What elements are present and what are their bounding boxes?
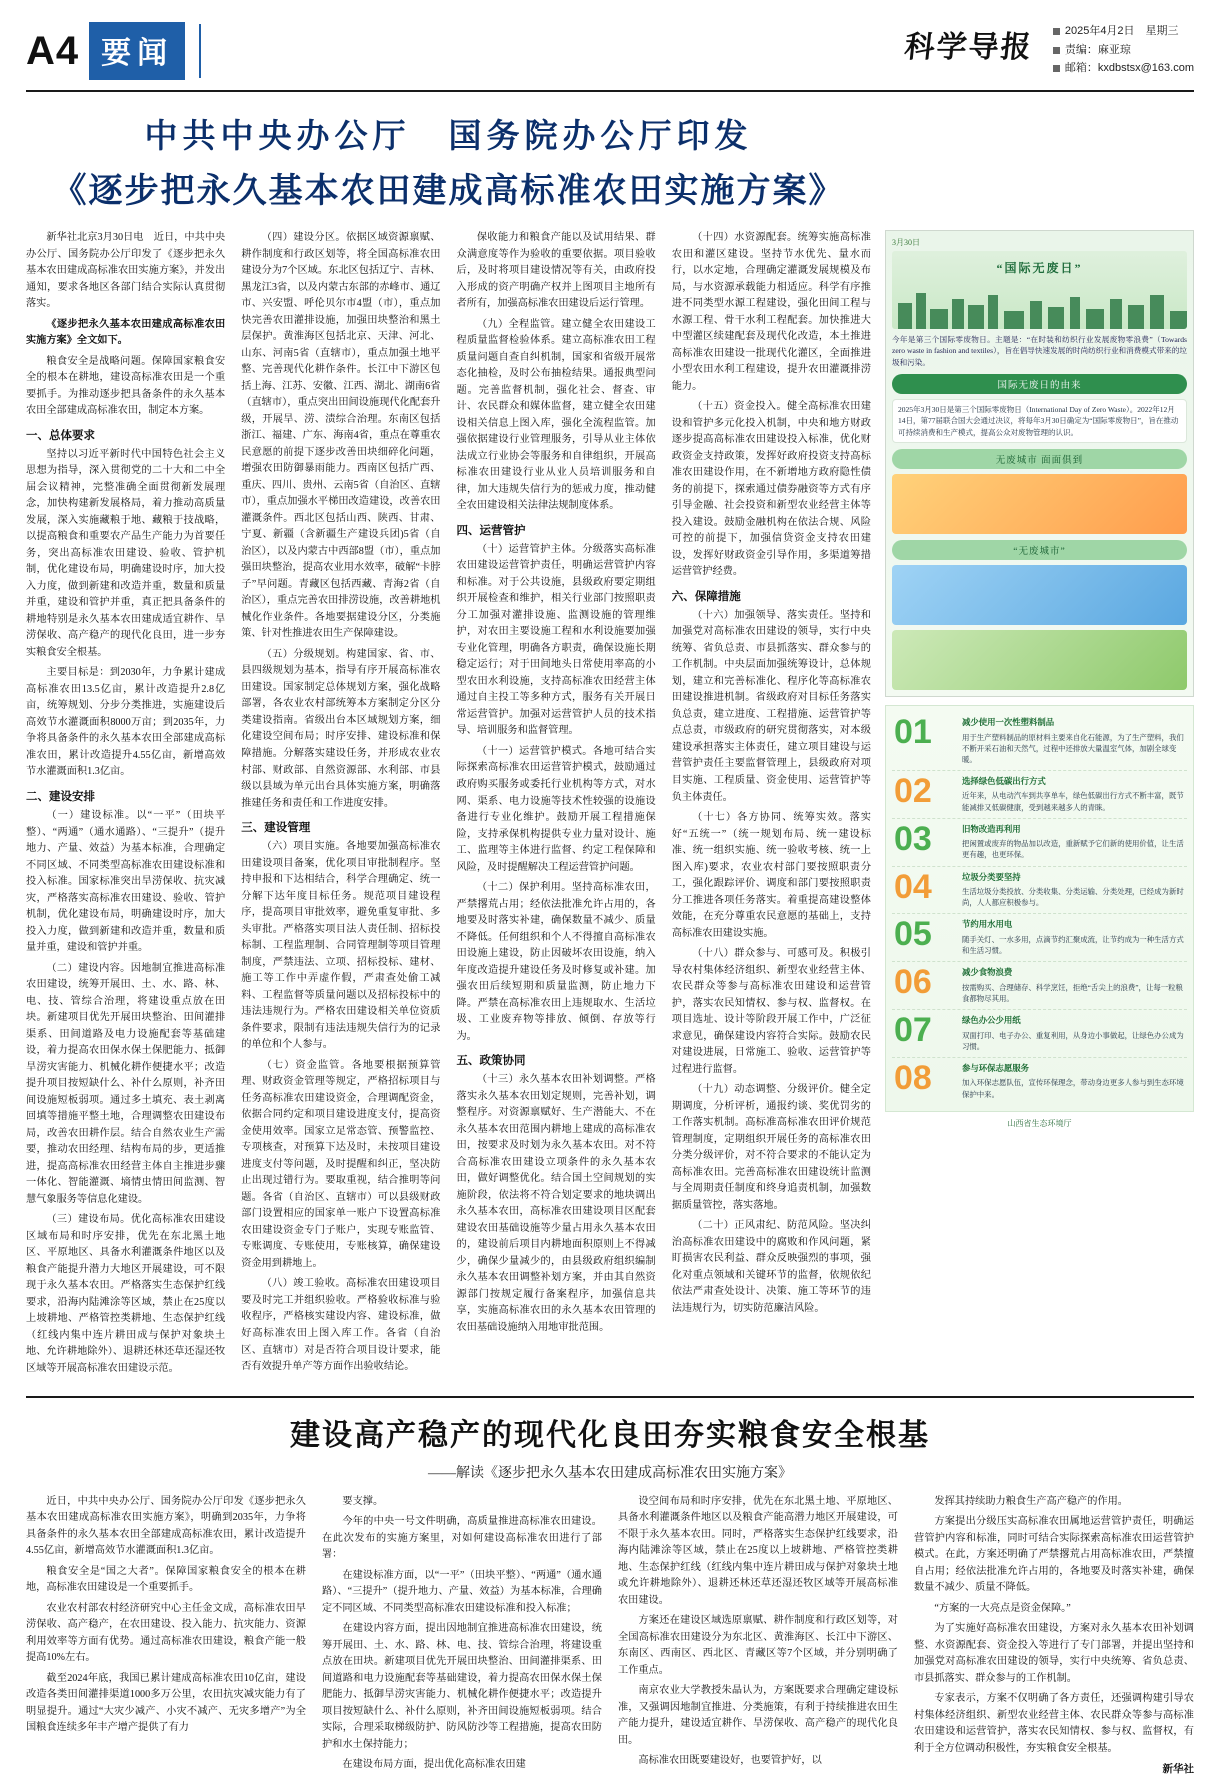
paragraph: （五）分级规划。构建国家、省、市、县四级规划为基本，指导有序开展高标准农田建设。国家制定总体规划方案，强化战略部署，各农业农村部统筹本方案制定分区分类建设指南。省级出台本区域规划方案，细化建设空间布局；时序安排、建设标准和保障措施。分解落实建设任务，并形成农业农村部、财政部、自然资源部、水利部、市县级以县域为单元出台具体实施方案，明确落推建任务和责任和工作进度安排。 — [241, 648, 441, 809]
paragraph: 发挥其持续助力粮食生产高产稳产的作用。 — [934, 1495, 1128, 1507]
section-heading: 四、运营管护 — [456, 524, 526, 537]
paragraph: 南京农业大学教授朱晶认为，方案既要求合理确定建设标准，又强调因地制宜推进、分类施策，有利于持续推进农田生产能力提升，建设适宜耕作、旱涝保收、高产稳产的现代化良田。 — [618, 1685, 898, 1746]
paragraph: “方案的一大亮点是资金保障。” — [934, 1602, 1071, 1614]
item-body: 加入环保志愿队伍，宣传环保理念，带动身边更多人参与到生态环境保护中来。 — [962, 1078, 1184, 1099]
item-number: 05 — [894, 915, 932, 954]
headline — [26, 92, 871, 218]
item-body: 按需购买、合理储存、科学烹饪，拒绝“舌尖上的浪费”，让每一粒粮食都物尽其用。 — [962, 982, 1183, 1003]
item-number: 06 — [894, 963, 932, 1002]
paragraph: 新华社北京3月30日电 近日，中共中央办公厅、国务院办公厅印发了《逐步把永久基本农田建成高标准农田实施方案》，并发出通知，要求各地区各部门结合实际认真贯彻落实。 — [26, 232, 226, 310]
list-item — [892, 1010, 1187, 1058]
section-heading: 一、总体要求 — [26, 429, 95, 442]
item-text — [962, 872, 1185, 909]
list-item — [892, 962, 1187, 1010]
paragraph: （九）全程监管。建立健全农田建设工程质量监督检验体系。建立高标准农田工程质量问题自查自纠机制，国家和省级开展常态化抽检，及时公布抽检结果。通报典型问题。完善监督机制，强化社会、督查、审计、农民群众和媒体监督，建立健全农田建设相关信息上图入库，强化全流程监管。加强依据建设行业管理服务，引导从业主体依法成立行业协会等服务和自律组织，开展高标准农田建设行业从业人员培训服务和自律，加大违规失信行为的惩戒力度，推动健全农田建设相关法律法规制度体系。 — [456, 318, 656, 512]
paragraph: （十四）水资源配套。统筹实施高标准农田和灌区建设。坚持节水优先、量水而行，以水定地，合理确定灌溉发展规模及布局，与水资源承载能力相适应。科学有序推进不同类型水源工程建设，强化田间工程与水源工程、骨干水利工程配套。加快推进大中型灌区续建配套及现代化改造，本土推进高标准农田建设一批现代化灌区，全面推进小型农田水利工程建设，提升农田灌溉排涝能力。 — [671, 232, 871, 392]
article-divider — [26, 1396, 1194, 1398]
masthead-meta — [1053, 22, 1194, 78]
poster-illustration-1 — [892, 474, 1187, 534]
item-text — [962, 919, 1185, 956]
list-item — [892, 771, 1187, 819]
paragraph: （十六）加强领导、落实责任。坚持和加强党对高标准农田建设的领导，实行中央统筹、省负总责、市县抓落实、群众参与的工作机制。中央层面加强统筹设计，总体规划，建立和完善标准化、程序化等高标准农田建设推进机制。省级政府对目标任务落实负总责，建立进度、工程措施、运营管护等点总责，市级政府的研究贯彻落实，对本级建设承担落实主体责任，建立项目建设与运营管护责任主要监督管理上，县级政府对项目实施、工程质量、资金使用、运营管护等负主体责任。 — [671, 609, 871, 803]
list-item — [892, 712, 1187, 771]
item-number: 01 — [894, 712, 932, 751]
section-heading: 三、建设管理 — [241, 822, 311, 835]
item-text — [962, 717, 1185, 765]
paragraph: （十八）群众参与、可感可及。积极引导农村集体经济组织、新型农业经营主体、农民群众等参与高标准农田建设和运营管护，落实农民知情权、参与权、监督权。在项目选址、设计等阶段开展工作中，广泛征求意见，确保建设内容符合实际。鼓励农民对建设进展，日常施工、验收、运营管护等过程进行监督。 — [671, 948, 871, 1075]
poster-illustration-2 — [892, 565, 1187, 625]
masthead-right — [902, 22, 1194, 78]
headline-line2: 《逐步把永久基本农田建成高标准农田实施方案》 — [52, 173, 845, 210]
item-text — [962, 967, 1185, 1004]
section-heading: 二、建设安排 — [26, 790, 95, 803]
article2-title: 建设高产稳产的现代化良田夯实粮食安全根基 — [290, 1418, 930, 1452]
list-item — [892, 1058, 1187, 1105]
paragraph: （十五）资金投入。健全高标准农田建设和管护多元化投入机制，中央和地方财政逐步提高高标准农田建设投入标准，优化财政资金支持政策，发挥好政府投资支持高标准农田建设作用，在不新增地方政府隐性债务的前提下，探索通过债券融资等方式有序引导金融、社会投资和新型农业经营主体等投入建设。鼓励金融机构在依法合规、风险可控的前提下，加强信贷资金支持农田建设，发挥好财政资金引导作用，多渠道筹措运营管护经费。 — [671, 401, 871, 578]
item-number: 07 — [894, 1011, 932, 1049]
column-1 — [26, 1494, 306, 1778]
paragraph: （一）建设标准。以“一平”（田块平整）、“两通”（通水通路）、“三提升”（提升地力、产量、效益）为基本标准，合理确定不同区域、不同类型高标准农田建设标准和投入标准。国家标准突出旱涝保收、抗灾减灾，严格落实高标准农田建设、验收、管护机制，优化建设布局，明确建设时序，加大投入力度，做到新建和改造并重，数量和质量并重，建设和管护并重。 — [26, 809, 226, 954]
item-body: 近年来，从电动汽车到共享单车，绿色低碳出行方式不断丰富，既节能减排又低碳健康，受到越来越多人的青睐。 — [962, 791, 1184, 812]
poster-band-origin: 国际无废日的由来 — [892, 374, 1187, 394]
column-4 — [914, 1494, 1194, 1778]
paragraph: （四）建设分区。依据区域资源禀赋、耕作制度和行政区划等，将全国高标准农田建设分为7个区域。东北区包括辽宁、吉林、黑龙江3省，以及内蒙古东部的赤峰市、通辽市、兴安盟、呼伦贝尔市4盟（市），重点加快完善农田灌排设施，加强田块整治和黑土层保护。黄淮海区包括北京、天津、河北、山东、河南5省（直辖市），重点加强土地平整、完善现代化耕作条件。长江中下游区包括上海、江苏、安徽、江西、湖北、湖南6省（直辖市），重点突出田间设施现代化配套升级，开展旱、涝、渍综合治理。东南区包括浙江、福建、广东、海南4省，重点在尊重农民意愿的前提下逐步改善田块细碎化问题，增强农田防御暴雨能力。西南区包括广西、重庆、四川、贵州、云南5省（自治区、直辖市），重点加强水平梯田改造建设，改善农田灌溉条件。西北区包括山西、陕西、甘肃、宁夏、新疆（含新疆生产建设兵团)5省（自治区），以及内蒙古中西部8盟（市），重点加强田块整治，提高农业用水效率，破解“卡脖子”早问题。青藏区包括西藏、青海2省（自治区），重点完善农田排涝设施，改善耕地机械化作业条件。各地要据建设分区，分类施策、针对性推进农田生产保障建设。 — [241, 232, 441, 640]
item-number: 03 — [894, 819, 932, 858]
paragraph: 坚持以习近平新时代中国特色社会主义思想为指导，深入贯彻党的二十大和二中全届会议精神，完整准确全面贯彻新发展理念，加快构建新发展格局，着力推动高质量发展，深入实施藏粮于地、藏粮于技战略，以提高粮食和重要农产品生产能力为首要任务，突出高标准农田建设、验收、管护机制，优化建设布局，明确建设时序，加大投入力度，做到新建和改造并重，数量和质量并重，建设和管护并重，真正把具备条件的耕地特别是永久基本农田建成适宜耕作、旱涝保收、高产稳产的现代化良田，进一步夯实粮食安全根基。 — [26, 448, 226, 658]
section-heading: 五、政策协同 — [456, 1055, 526, 1068]
paragraph: （十）运营管护主体。分级落实高标准农田建设运营管护责任，明确运营管护内容和标准。对于公共设施，县级政府要定期组织开展检查和维护，相关行业部门按照职责分工加强对灌排设施、监测设施的管理维护，对农田主要设施工程和水利设施要加强专业化管理，明确各方职责，确保设施长期稳定运行；对于田间地头日常使用率高的小型农田水利设施，支持高标准农田经营主体通过自主投工等多种方式，服务有关开展日常运营管护。加强对运营管护人员的技术指导、培训服务和监督管理。 — [456, 543, 656, 737]
poster-illustration-3 — [892, 630, 1187, 690]
column-4 — [672, 230, 871, 1382]
item-body: 把闲置或废弃的物品加以改造，重新赋予它们新的使用价值，让生活更有趣，也更环保。 — [962, 839, 1184, 860]
paragraph: 保收能力和粮食产能以及试用结果、群众满意度等作为验收的重要依据。项目验收后，及时将项目建设情况等有关，由政府投入形成的资产明确产权并上图项目主地所有者所有，加强高标准农田建设后运行管理。 — [456, 232, 656, 310]
column-3 — [457, 230, 656, 1382]
item-body: 用于生产塑料制品的原材料主要来自化石能源，为了生产塑料，我们不断开采石油和天然气，过程中还排放大量温室气体，加剧全球变暖。 — [962, 732, 1184, 764]
section-label: 要闻 — [89, 22, 185, 80]
editor: 责编：麻亚琼 — [1064, 43, 1131, 56]
item-title: 选择绿色低碳出行方式 — [962, 776, 1046, 786]
paragraph: 在建设标准方面，以“一平”（田块平整）、“两通”（通水通路）、“三提升”（提升地力、产量、效益）为基本标准，合理确定不同区域、不同类型高标准农田建设标准和投入标准； — [322, 1569, 602, 1614]
paragraph: （六）项目实施。各地要加强高标准农田建设项目备案，优化项目审批制程序。坚持申报和下达相结合，科学合理确定、统一分解下达年度目标任务。规范项目建设程序，提高项目审批效率，避免重复审批、多头审批。严格落实项目法人责任制、招标投标制、工程监理制、合同管理制等项目管理制度，严禁违法、立项、招标投标、建材、施工等工作中弄虚作假，严肃查处偷工减料、工程监督等质量问题以及招标投标中的违法违规行为。严格农田建设相关单位资质条件要求，限制有违法违规失信行为的记录的单位和个人参与。 — [241, 841, 441, 1051]
item-text — [962, 1015, 1185, 1052]
infographic-number-list — [885, 705, 1194, 1112]
article2-signature: 新华社 — [1162, 1764, 1194, 1776]
headline-line1: 中共中央办公厅 国务院办公厅印发 — [144, 119, 753, 155]
section-heading: 六、保障措施 — [671, 590, 741, 603]
body-area — [26, 230, 1194, 1382]
column-2 — [322, 1494, 602, 1778]
item-title: 绿色办公少用纸 — [962, 1016, 1021, 1025]
item-title: 垃圾分类要坚持 — [962, 872, 1021, 882]
paragraph: 要支撑。 — [342, 1495, 384, 1507]
paragraph: 粮食安全是战略问题。保障国家粮食安全的根本在耕地，建设高标准农田是一个重要抓手。为推动逐步把具备条件的永久基本农田全部建成高标准农田，制定本方案。 — [26, 355, 226, 417]
column-1 — [26, 230, 225, 1382]
paragraph: 主要目标是：到2030年，力争累计建成高标准农田13.5亿亩，累计改造提升2.8亿亩，统筹规划、分步分类推进，实施建设后高效节水灌溉面积8000万亩；到2035年，力争将具备条件的永久基本农田全部建成高标准农田，累计改造提升4.55亿亩，新增高效节水灌溉面积1.3亿亩。 — [26, 667, 226, 778]
item-title: 节约用水用电 — [962, 920, 1013, 930]
paragraph: 截至2024年底，我国已累计建成高标准农田10亿亩，建设改造各类田间灌排渠道1000多万公里，农田抗灾减灾能力有了明显提升。通过“大灾少减产、小灾不减产、无灾多增产”为全国粮食连续多年丰产增产提供了有力 — [26, 1672, 306, 1734]
paragraph: 专家表示，方案不仅明确了各方责任，还强调构建引导农村集体经济组织、新型农业经营主体、农民群众等参与高标准农田建设和运营管护，落实农民知情权、参与权、监督权，有利于全方位调动积极性，夯实粮食安全根基。 — [914, 1693, 1194, 1754]
list-item — [892, 867, 1187, 915]
paragraph: （十二）保护利用。坚持高标准农田，严禁撂荒占用；经依法批准允许占用的，各地要及时落实补建，确保数量不减少、质量不降低。任何组织和个人不得擅自高标准农田设施上建设，防止因破坏农田设施，纳入年度改造提升建设任务及时修复或补建。加强农田后续短期和质量监测，防止地力下降。严禁在高标准农田上违规取水、生活垃圾、工业废弃物等排放、倾倒、存放等行为。 — [456, 882, 656, 1042]
item-body: 双面打印、电子办公、重复利用，从身边小事做起，让绿色办公成为习惯。 — [962, 1030, 1184, 1051]
item-text — [962, 1063, 1185, 1100]
paragraph: 粮食安全是“国之大者”。保障国家粮食安全的根本在耕地，高标准农田建设是一个重要抓手。 — [26, 1565, 306, 1594]
bullet-icon — [1053, 28, 1060, 35]
infographic-poster — [885, 230, 1194, 697]
paragraph: （八）竣工验收。高标准农田建设项目要及时完工并组织验收。严格验收标准与验收程序，严格核实建设内容、建设标准，做好高标准农田上图入库工作。各省（自治区、直辖市）对是否符合项目设计要求，能否有效提升单产等方面作出验收结论。 — [241, 1278, 441, 1373]
poster-lead: 今年是第三个国际零废物日。主题是：“在时装和纺织行业发展废物零浪费”（Towards zero waste in fashion and textiles），旨在倡导快速发展的时尚纺织行业和消费模式带来的垃圾和污染。 — [892, 335, 1187, 367]
masthead — [26, 22, 1194, 92]
infographic-rail — [885, 230, 1194, 1382]
infographic-footer: 山西省生态环境厅 — [1007, 1118, 1072, 1128]
poster-date: 3月30日 — [892, 238, 920, 247]
item-text — [962, 776, 1185, 813]
issue-date: 2025年4月2日 星期三 — [1064, 25, 1179, 37]
article2-subtitle: ——解读《逐步把永久基本农田建成高标准农田实施方案》 — [428, 1465, 792, 1481]
poster-band-wuci: “无废城市” — [892, 540, 1187, 560]
list-item — [892, 914, 1187, 962]
paragraph: 方案还在建设区域选原禀赋、耕作制度和行政区划等，对全国高标准农田建设分为东北区、黄淮海区、长江中下游区、东南区、西南区、西北区、青藏区等7个区域，并分别明确了工作重点。 — [618, 1615, 898, 1676]
paragraph: （二）建设内容。因地制宜推进高标准农田建设，统筹开展田、土、水、路、林、电、技、管综合治理，将建设重点放在田块。新建项目优先开展田块整治、田间灌排渠系、田间道路及电力设施配套等基础建设，着力提高农田保水保土保肥能力、抵御旱涝灾害能力、机械化耕作便捷水平；改造提升项目按短缺什么、补什么原则，补齐田间设施短板弱项。通过多土填充、表土剥离回填等措施平整土地，合理调整农田建设布局，改善农田耕作层。结合自然农业生产需要，推动农田经理、结构布局的步，更适推进，提高高标准农田经营主体自主推进步骤一体化、智能灌溉、墒情虫情田间监测、智慧气象服务等信息化建设。 — [26, 962, 226, 1205]
paragraph: 在建设内容方面，提出因地制宜推进高标准农田建设，统筹开展田、土、水、路、林、电、技、管综合治理，将建设重点放在田块。新建项目优先开展田块整治、田间灌排渠系、田间道路和电力设施配套等基础建设，着力提高农田保水保土保肥能力、抵御旱涝灾害能力、机械化耕作便捷水平；改造提升项目按短缺什么、补什么原则，补齐田间设施短板弱项。结合实际，合理采取梯级防护、防风防沙等工程措施，提高农田防护和水土保持能力； — [322, 1623, 602, 1750]
paragraph: 农业农村部农村经济研究中心主任金文成，高标准农田早涝保收、高产稳产，在农田建设、投入能力、抗灾能力、资源利用效率等方面有优势。通过高标准农田建设，粮食产能一般提高10%左右。 — [26, 1602, 306, 1664]
paragraph: 为了实施好高标准农田建设，方案对永久基本农田补划调整、水资源配套、资金投入等进行了专门部署，并提出坚持和加强党对高标准农田建设的领导，实行中央统筹、省负总责、市县抓落实、群众参与的工作机制。 — [914, 1623, 1194, 1684]
paragraph: （十九）动态调整、分级评价。健全定期调度，分析评析，通报约谈、奖优罚劣的工作落实机制。高标准高标准农田评价规范管理制度，定期组织开展任务的高标准农田分类分级评价，对不符合要求的不能认定为高标准农田。完善高标准农田建设统计监测与全周期责任制度和终身追责机制，加强数据质量管控，落实落地。 — [671, 1084, 871, 1211]
article-columns — [26, 230, 871, 1382]
column-3 — [618, 1494, 898, 1778]
email: 邮箱：kxdbstsx@163.com — [1064, 62, 1194, 75]
item-number: 08 — [894, 1058, 932, 1097]
paragraph: 高标准农田既要建设好，也要管护好，以 — [638, 1755, 822, 1767]
item-title: 减少食物浪费 — [962, 968, 1013, 978]
bullet-icon — [1053, 65, 1060, 72]
paragraph: （十一）运营管护模式。各地可结合实际探索高标准农田运营管护模式，鼓励通过政府购买服务或委托行业机构等方式，对水网、渠系、电力设施等技术性较强的设施设备进行专业化维护。鼓励开展工程措施保险，支持承保机构提供专业力量对设计、施工、监理等主体进行监督、约定工程保障和风险，及时提醒解决工程运营管护问题。 — [456, 745, 656, 873]
item-body: 生活垃圾分类投放、分类收集、分类运输、分类处理，已经成为新时尚，人人都应积极参与。 — [962, 887, 1184, 908]
paragraph: 设空间布局和时序安排，优先在东北黑土地、平原地区、具备水利灌溉条件地区以及粮食产能高潜力地区开展建设，可不限于永久基本农田。同时，严格落实生态保护红线要求，沿海内陆滩涂等区域，禁止在25度以上坡耕地、严格管控类耕地、生态保护红线（红线内集中连片耕田成与保护对象块土地或允许耕地除外）、退耕还林还草还湿还牧区域等开展高标准农田建设。 — [618, 1495, 898, 1606]
poster-title: “国际无废日” — [996, 261, 1083, 275]
paragraph: （七）资金监管。各地要根据预算管理、财政资金管理等规定，严格招标项目与任务高标准农田建设资金，合理调配资金，依据合同约定和项目建设进度支付，提高资金使用效率。国家立足常态管、预警监控、专项核查，对预算下达及时，未按项目建设进度支付等问题，及时提醒和纠正，坚决防止出现过错行为。要取重视，结合推明等问题。各省（自治区、直辖市）可以县级财政部门设置相应的国家单一账户下设置高标准农田建设资金专门子账户，实现专账监管、专账调度、专账使用，专账核算，确保建设资金用到耕地上。 — [241, 1059, 441, 1269]
masthead-rule — [199, 24, 201, 78]
paragraph: 今年的中央一号文件明确，高质量推进高标准农田建设。在此次发布的实施方案里，对如何建设高标准农田进行了部署： — [322, 1516, 602, 1561]
paragraph: 近日，中共中央办公厅、国务院办公厅印发《逐步把永久基本农田建成高标准农田实施方案》，明确到2035年，力争将具备条件的永久基本农田全部建成高标准农田，累计改造提升4.55亿亩，新增高效节水灌溉面积1.3亿亩。 — [26, 1495, 306, 1557]
poster-skyline — [892, 251, 1187, 329]
paper-title: 科学导报 — [902, 31, 1035, 64]
paragraph: 《逐步把永久基本农田建成高标准农田实施方案》全文如下。 — [26, 318, 226, 347]
bullet-icon — [1053, 47, 1060, 54]
paragraph: （十七）各方协同、统筹实效。落实好“五统一”（统一规划布局、统一建设标准、统一组织实施、统一验收考核、统一上图入库)要求，农业农村部门要按照职责分工，强化跟踪评价、调度和部门要按照职责分工推进各项任务落实。着重提高建设整体效能，在充分尊重农民意愿的基础上，支持高标准农田建设实施。 — [671, 812, 871, 939]
page-number: A4 — [26, 29, 80, 73]
masthead-left — [26, 22, 201, 80]
paragraph: （十三）永久基本农田补划调整。严格落实永久基本农田划定规则，完善补划，调整程序。对资源禀赋好、生产潜能大、不在永久基本农田范围内耕地上建成的高标准农田，按要求及时划为永久基本农田。对不符合高标准农田建设立项条件的永久基本农田，做好调整优化。结合国土空间规划的实施阶段，依法将不符合划定要求的地块调出永久基本农田，高标准农田建设项目区配套建设农田基础设施等少量占用永久基本农田的，建设前后项目内耕地面积原则上不得减少，确保少量减少的，由县级政府组织编制永久基本农田调整补划方案，并由其自然资源部门按规定履行备案程序，加强信息共享，实施高标准农田的永久基本农田管理的农田基础设施纳入用地审批范围。 — [456, 1074, 656, 1333]
poster-band-city: 无废城市 面面俱到 — [892, 449, 1187, 469]
item-title: 减少使用一次性塑料制品 — [962, 717, 1055, 727]
item-text — [962, 824, 1185, 861]
item-title: 旧物改造再利用 — [962, 824, 1021, 834]
paragraph: （二十）正风肃纪、防范风险。坚决纠治高标准农田建设中的腐败和作风问题，紧盯损害农民利益、群众反映强烈的事项，强化对重点领域和关键环节的监督，依规依纪依法严肃查处设计、决策、施工等环节的违法违规行为，切实防范廉洁风险。 — [671, 1220, 871, 1314]
paragraph: 方案提出分级压实高标准农田属地运营管护责任，明确运营管护内容和标准，同时可结合实际探索高标准农田运营管护模式。在此，方案还明确了严禁撂荒占用高标准农田，严禁擅自占用；经依法批准允许占用的，各地要及时落实补建，确保数量不减少、质量不降低。 — [914, 1516, 1194, 1594]
paragraph: （三）建设布局。优化高标准农田建设区域布局和时序安排，优先在东北黑土地区、平原地区、具备水利灌溉条件地区以及粮食产能提升潜力大地区开展建设，可不限现于永久基本农田。严格落实生态保护红线要求，沿海内陆滩涂等区域，禁止在25度以上坡耕地、严格管控类耕地、生态保护红线（红线内集中连片耕田成与保护对象块土地、允许耕地除外）、退耕还林还草还湿还牧区域等开展高标准农田建设示范。 — [26, 1214, 226, 1374]
article2-columns — [26, 1494, 1194, 1778]
paragraph: 在建设布局方面，提出优化高标准农田建 — [342, 1759, 526, 1771]
poster-origin-text: 2025年3月30日是第三个国际零废物日（International Day of Zero Waste）。2022年12月14日，第77届联合国大会通过决议，将每年3月30日确定为“国际零废物日”，旨在推动可持续消费和生产模式，提高公众对废物管理的认识。 — [892, 399, 1187, 443]
item-number: 02 — [894, 771, 932, 810]
item-number: 04 — [894, 867, 932, 906]
column-2 — [241, 230, 440, 1382]
list-item — [892, 819, 1187, 867]
item-body: 随手关灯、一水多用，点滴节约汇聚成流，让节约成为一种生活方式和生活习惯。 — [962, 934, 1184, 956]
item-title: 参与环保志愿服务 — [962, 1063, 1029, 1073]
